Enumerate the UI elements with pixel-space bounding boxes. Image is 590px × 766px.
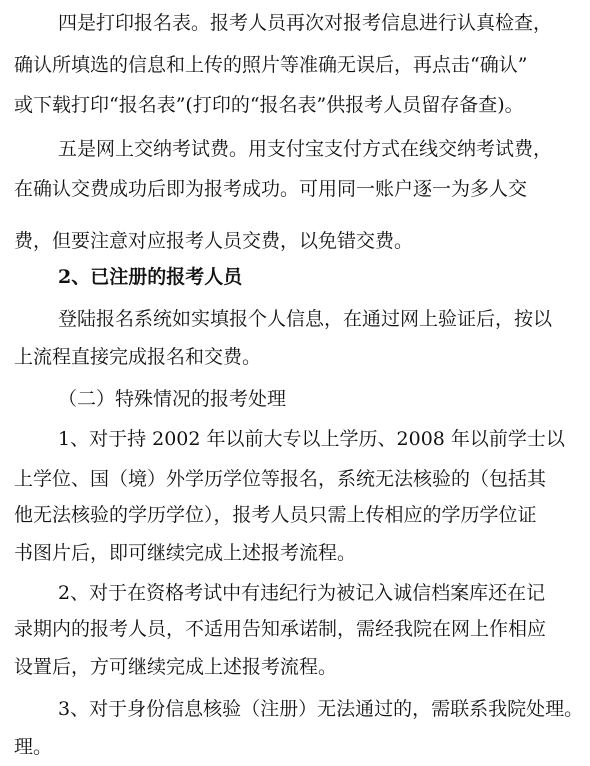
- paragraph-5-line-3: 费，但要注意对应报考人员交费，以免错交费。: [14, 230, 414, 252]
- item-2-line-2: 录期内的报考人员，不适用告知承诺制，需经我院在网上作相应: [14, 618, 547, 640]
- paragraph-5-line-2: 在确认交费成功后即为报考成功。可用同一账户逐一为多人交: [14, 178, 528, 200]
- section-heading-special: （二）特殊情况的报考处理: [58, 388, 287, 410]
- item-1-line-4: 书图片后，即可继续完成上述报考流程。: [14, 542, 357, 564]
- item-3-line-1: 3、对于身份信息核验（注册）无法通过的，需联系我院处理。: [58, 698, 584, 720]
- item-1-line-3: 他无法核验的学历学位），报考人员只需上传相应的学历学位证: [14, 504, 537, 526]
- paragraph-5-line-1: 五是网上交纳考试费。用支付宝支付方式在线交纳考试费，: [58, 138, 553, 160]
- item-2-line-3: 设置后，方可继续完成上述报考流程。: [14, 656, 338, 678]
- item-3-line-2: 理。: [14, 736, 53, 758]
- paragraph-registered-line-1: 登陆报名系统如实填报个人信息，在通过网上验证后，按以: [58, 308, 553, 330]
- section-heading-registered: 2、已注册的报考人员: [58, 266, 243, 288]
- paragraph-4-line-3: 或下载打印“报名表”(打印的“报名表”供报考人员留存备查)。: [14, 94, 524, 116]
- item-2-line-1: 2、对于在资格考试中有违纪行为被记入诚信档案库还在记: [58, 582, 546, 604]
- item-1-line-1: 1、对于持 2002 年以前大专以上学历、2008 年以前学士以: [58, 428, 565, 450]
- paragraph-4-line-2: 确认所填选的信息和上传的照片等准确无误后，再点击“确认”: [14, 54, 528, 76]
- paragraph-4-line-1: 四是打印报名表。报考人员再次对报考信息进行认真检查，: [58, 12, 553, 34]
- item-1-line-2: 上学位、国（境）外学历学位等报名，系统无法核验的（包括其: [14, 468, 547, 490]
- paragraph-registered-line-2: 上流程直接完成报名和交费。: [14, 346, 262, 368]
